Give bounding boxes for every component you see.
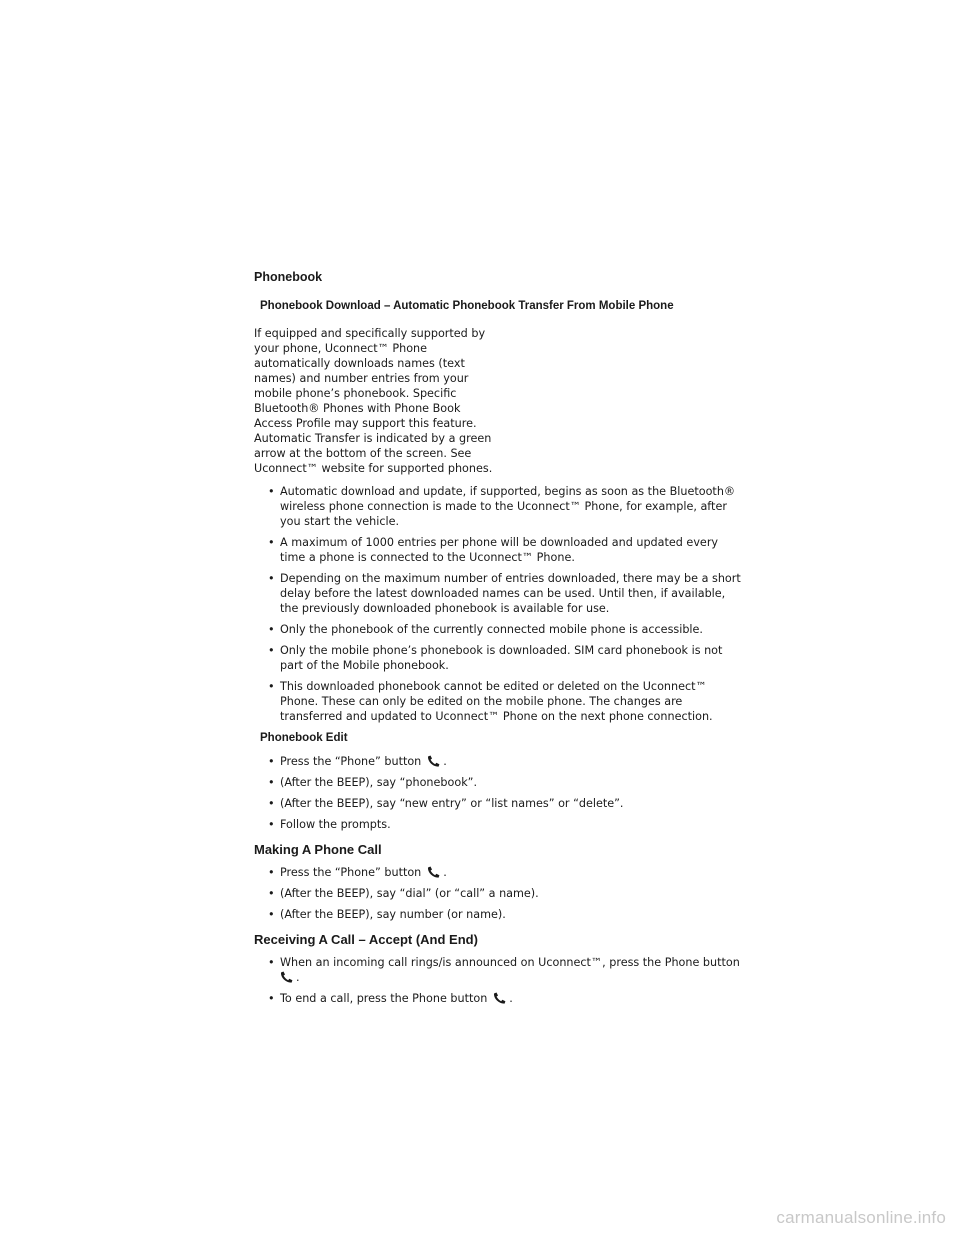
bullet: • [268, 755, 275, 768]
page-content [254, 270, 744, 1012]
list-item: • (After the BEEP), say “dial” (or “call” a name). [268, 887, 539, 900]
list-item: • (After the BEEP), say “phonebook”. [268, 776, 478, 789]
subheading-phonebook-download: Phonebook Download – Automatic Phonebook Transfer From Mobile Phone [260, 300, 674, 312]
watermark: carmanualsonline.info [776, 1208, 946, 1227]
bullet: • [268, 485, 275, 498]
bullet: • [268, 572, 275, 585]
edit-bullet-list [254, 754, 744, 832]
bullet: • [268, 776, 275, 789]
phone-handset-icon [427, 866, 441, 878]
list-item: • (After the BEEP), say number (or name). [268, 908, 506, 921]
bullet: • [268, 680, 275, 693]
list-item: • Press the “Phone” button . [268, 866, 447, 879]
bullet: • [268, 818, 275, 831]
download-bullet-list [254, 484, 744, 724]
section-title-phonebook: Phonebook [254, 270, 323, 284]
list-item: • When an incoming call rings/is announced on Uconnect™, press the Phone button . [268, 956, 740, 984]
receiving-call-bullet-list [254, 955, 744, 1006]
section-title-making-call: Making A Phone Call [254, 842, 382, 857]
section-title-receiving-call: Receiving A Call – Accept (And End) [254, 932, 478, 947]
bullet: • [268, 992, 275, 1005]
bullet: • [268, 866, 275, 879]
bullet: • [268, 536, 275, 549]
list-item: • Only the phonebook of the currently connected mobile phone is accessible. [268, 623, 703, 636]
bullet: • [268, 908, 275, 921]
list-item: • (After the BEEP), say “new entry” or “list names” or “delete”. [268, 797, 624, 810]
intro-paragraph: If equipped and specifically supported by your phone, Uconnect™ Phone automatically downloads names (text names) and number entries from your mobile phone’s phonebook. Specific Bluetooth® Phones with Phone Book Access Profile may support this feature. Automatic Transfer is indicated by a green arrow at the bottom of the screen. See Uconnect™ website for supported phones. [254, 327, 493, 475]
making-call-bullet-list [254, 865, 744, 922]
subheading-phonebook-edit: Phonebook Edit [260, 732, 348, 744]
list-item: • Depending on the maximum number of entries downloaded, there may be a short delay before the latest downloaded names can be used. Until then, if available, the previously downloaded phonebook is available for use. [268, 572, 741, 615]
list-item: • Automatic download and update, if supported, begins as soon as the Bluetooth® wireless phone connection is made to the Uconnect™ Phone, for example, after you start the vehicle. [268, 485, 736, 528]
phone-handset-icon [427, 755, 441, 767]
list-item: • A maximum of 1000 entries per phone will be downloaded and updated every time a phone is connected to the Uconnect™ Phone. [268, 536, 719, 564]
phone-handset-icon [493, 992, 507, 1004]
list-item: • Press the “Phone” button . [268, 755, 447, 768]
bullet: • [268, 956, 275, 969]
list-item: • This downloaded phonebook cannot be edited or deleted on the Uconnect™ Phone. These can only be edited on the mobile phone. The changes are transferred and updated to Uconnect™ Phone on the next phone connection. [268, 680, 713, 723]
list-item: • Follow the prompts. [268, 818, 391, 831]
bullet: • [268, 887, 275, 900]
bullet: • [268, 623, 275, 636]
bullet: • [268, 797, 275, 810]
list-item: • To end a call, press the Phone button . [268, 992, 513, 1005]
bullet: • [268, 644, 275, 657]
list-item: • Only the mobile phone’s phonebook is downloaded. SIM card phonebook is not part of the Mobile phonebook. [268, 644, 723, 672]
phone-handset-icon [280, 971, 294, 983]
